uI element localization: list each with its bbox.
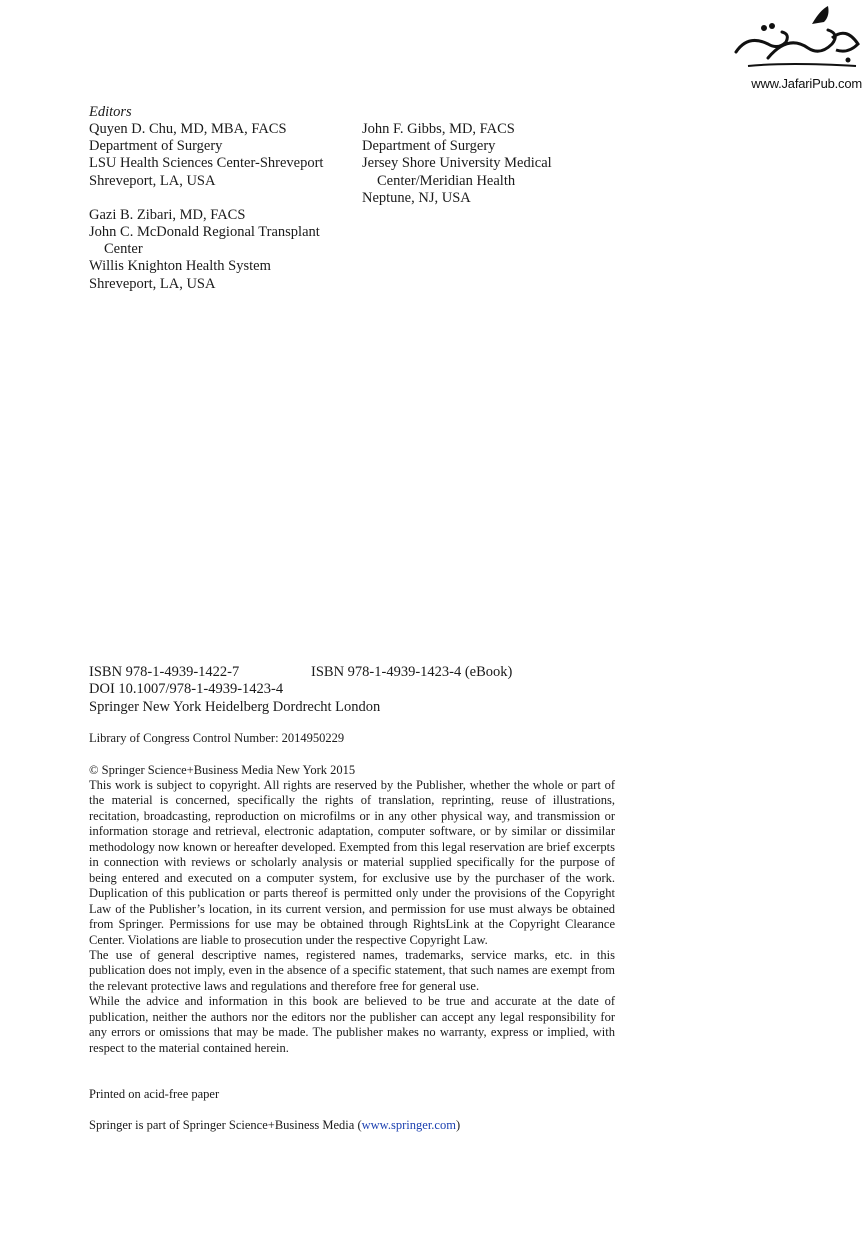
editor-institution-cont: Center/Meridian Health <box>377 172 516 189</box>
springer-link[interactable]: www.springer.com <box>361 1118 456 1132</box>
legal-paragraph: The use of general descriptive names, registered names, trademarks, service marks, etc. in this publication does not imply, even in the absence of a specific statement, that such names are exempt from the relevant protective laws and regulations and therefore free for general use. <box>89 947 615 993</box>
publisher-url: www.JafariPub.com <box>751 76 862 91</box>
editor-institution: John C. McDonald Regional Transplant <box>89 224 320 241</box>
springer-part-prefix: Springer is part of Springer Science+Business Media ( <box>89 1118 362 1132</box>
editor-institution: LSU Health Sciences Center-Shreveport <box>89 155 324 172</box>
springer-part-note <box>89 1118 460 1133</box>
doi: DOI 10.1007/978-1-4939-1423-4 <box>89 681 284 697</box>
editors-left-column <box>89 121 359 293</box>
calligraphy-logo-icon <box>728 4 862 74</box>
lccn: Library of Congress Control Number: 2014950229 <box>89 731 345 745</box>
copyright-notice: © Springer Science+Business Media New York 2015 <box>89 763 356 777</box>
editor-department: Department of Surgery <box>362 138 496 155</box>
isbn-ebook: ISBN 978-1-4939-1423-4 (eBook) <box>311 664 513 680</box>
editor-location: Neptune, NJ, USA <box>362 189 471 206</box>
editor-department: Department of Surgery <box>89 138 223 155</box>
publisher-watermark <box>728 4 862 90</box>
acid-free-note: Printed on acid-free paper <box>89 1087 220 1101</box>
isbn-row <box>89 664 513 682</box>
publisher-line: Springer New York Heidelberg Dordrecht London <box>89 699 381 715</box>
editor-name: Quyen D. Chu, MD, MBA, FACS <box>89 121 287 137</box>
editors-right-column <box>362 121 622 207</box>
editor-name: Gazi B. Zibari, MD, FACS <box>89 206 246 223</box>
editor-institution: Jersey Shore University Medical <box>362 155 552 172</box>
editor-name: John F. Gibbs, MD, FACS <box>362 121 515 137</box>
legal-paragraph: While the advice and information in this book are believed to be true and accurate at the date of publication, neither the authors nor the editors nor the publisher can accept any legal responsibility for any errors or omissions that may be made. The publisher makes no warranty, express or implied, with respect to the material contained herein. <box>89 994 615 1055</box>
springer-part-suffix: ) <box>455 1118 461 1132</box>
isbn-print: ISBN 978-1-4939-1422-7 <box>89 664 240 680</box>
editor-institution-cont: Center <box>104 241 143 258</box>
editor-location: Shreveport, LA, USA <box>89 172 216 189</box>
editor-institution: Willis Knighton Health System <box>89 258 271 275</box>
editors-label: Editors <box>89 104 132 120</box>
legal-paragraph: This work is subject to copyright. All rights are reserved by the Publisher, whether the whole or part of the material is concerned, specifically the rights of translation, reprinting, reuse of illustrations, recitation, broadcasting, reproduction on microfilms or in any other physical way, and transmission or information storage and retrieval, electronic adaptation, computer software, or by similar or dissimilar methodology now known or hereafter developed. Exempted from this legal reservation are brief excerpts in connection with reviews or scholarly analysis or material supplied specifically for the purpose of being entered and executed on a computer system, for exclusive use by the purchaser of the work. Duplication of this publication or parts thereof is permitted only under the provisions of the Copyright Law of the Publisher’s location, in its current version, and permission for use must always be obtained from Springer. Permissions for use may be obtained through RightsLink at the Copyright Clearance Center. Violations are liable to prosecution under the respective Copyright Law. <box>89 778 615 947</box>
legal-text <box>89 778 615 1056</box>
editor-location: Shreveport, LA, USA <box>89 275 216 292</box>
